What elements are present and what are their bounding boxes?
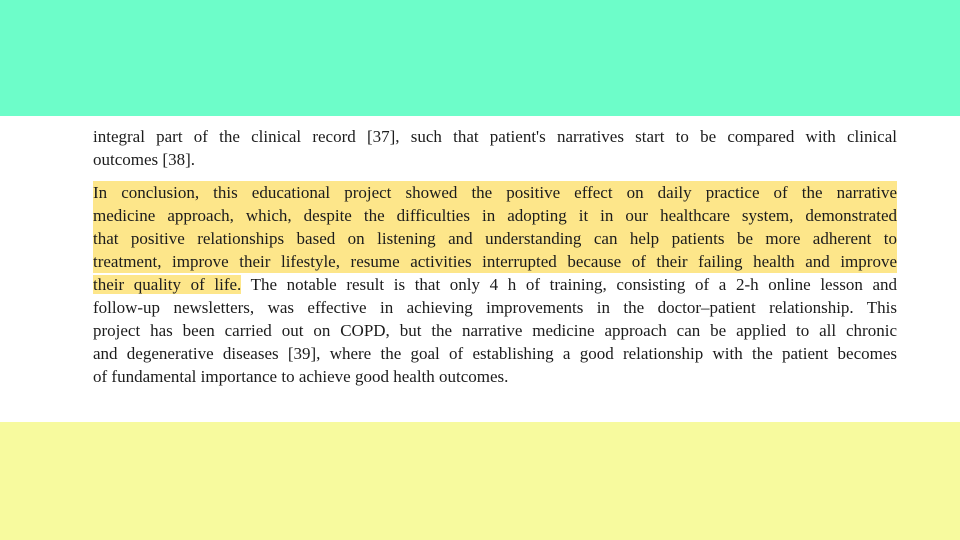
text-line: follow-up newsletters, was effective in achieving improvements in the doctor–patient relationship. This xyxy=(93,298,897,317)
highlighted-text-line: In conclusion, this educational project showed the positive effect on daily practice of the narrative xyxy=(93,183,897,202)
document-excerpt xyxy=(0,116,960,422)
text-line-mixed xyxy=(93,273,897,296)
highlighted-text-line: medicine approach, which, despite the difficulties in adopting it in our healthcare system, demonstrated xyxy=(93,206,897,225)
text-span: The notable result is that only 4 h of training, consisting of a 2-h online lesson and xyxy=(241,275,898,294)
text-line: and degenerative diseases [39], where the goal of establishing a good relationship with the patient becomes xyxy=(93,344,897,363)
highlighted-text-span: their quality of life. xyxy=(93,275,242,294)
text-line: of fundamental importance to achieve good health outcomes. xyxy=(93,367,509,386)
highlighted-text-line: treatment, improve their lifestyle, resume activities interrupted because of their failing health and improve xyxy=(93,252,897,271)
top-color-band xyxy=(0,0,960,116)
text-line: outcomes [38]. xyxy=(93,150,195,169)
highlighted-text-line: that positive relationships based on listening and understanding can help patients be more adherent to xyxy=(93,229,897,248)
text-line: integral part of the clinical record [37], such that patient's narratives start to be compared with clinical xyxy=(93,127,897,146)
bottom-color-band xyxy=(0,422,960,540)
text-line: project has been carried out on COPD, but the narrative medicine approach can be applied to all chronic xyxy=(93,321,897,340)
